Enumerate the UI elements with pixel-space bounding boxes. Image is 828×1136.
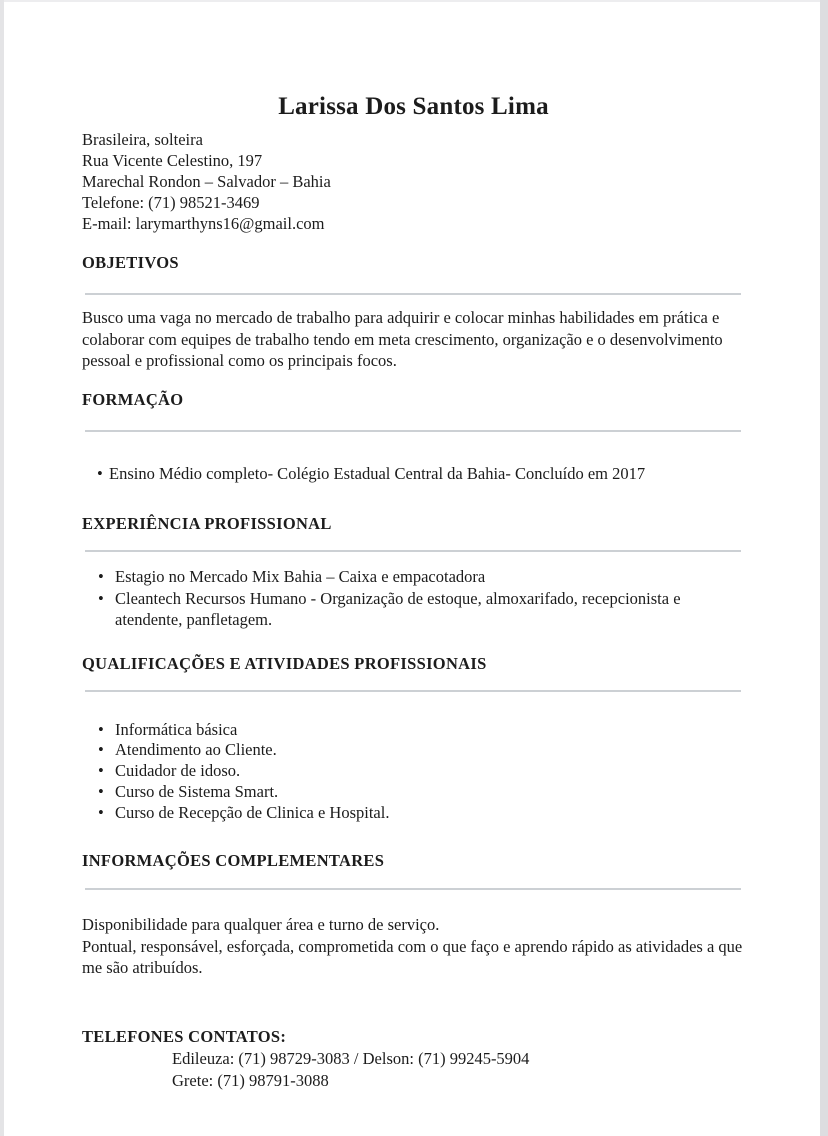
section-qualificacoes [82,653,745,824]
bullet-icon: • [98,781,104,801]
section-telefones [82,1026,745,1092]
bullet-icon: • [98,740,104,760]
contact-line-city: Marechal Rondon – Salvador – Bahia [82,172,331,191]
list-item [98,720,745,741]
section-experiencia [82,513,745,631]
bullet-icon: • [98,802,104,822]
list-item [98,803,745,824]
phone-contacts [82,1048,745,1092]
section-heading-formacao: FORMAÇÃO [82,389,184,409]
list-item [98,740,745,761]
informacoes-line-traits: Pontual, responsável, esforçada, comprometida com o que faço e aprendo rápido as atividades a que me são atribuídos. [82,936,743,978]
list-item-text: Curso de Sistema Smart. [115,781,279,801]
contact-line-nationality: Brasileira, solteira [82,130,203,149]
list-item [98,782,745,803]
section-divider [85,293,741,295]
informacoes-paragraph [82,914,745,979]
list-item-text: Cuidador de idoso. [115,761,241,781]
list-item [98,761,745,782]
section-heading-objetivos: OBJETIVOS [82,253,179,272]
section-divider [85,430,741,432]
qualificacoes-list [82,720,745,824]
section-heading-experiencia: EXPERIÊNCIA PROFISSIONAL [82,514,332,533]
section-divider [85,888,741,890]
list-item-text: Informática básica [115,719,238,739]
bullet-icon: • [98,588,104,608]
section-informacoes [82,850,745,979]
resume-title: Larissa Dos Santos Lima [278,93,549,120]
objetivos-paragraph: Busco uma vaga no mercado de trabalho para adquirir e colocar minhas habilidades em prática e colaborar com equipes de trabalho tendo em meta crescimento, organização e o desenvolvimento pessoal e profissional como os principais focos. [82,308,723,370]
list-item [98,588,745,631]
section-heading-informacoes: INFORMAÇÕES COMPLEMENTARES [82,851,385,871]
bullet-icon: • [97,463,103,483]
contact-line-street: Rua Vicente Celestino, 197 [82,151,263,170]
list-item-text: Curso de Recepção de Clinica e Hospital. [115,802,390,822]
section-objetivos [82,252,745,372]
list-item-text: Ensino Médio completo- Colégio Estadual Central da Bahia- Concluído em 2017 [109,463,646,483]
experiencia-list [82,566,745,631]
bullet-icon: • [98,761,104,781]
list-item-text: Cleantech Recursos Humano - Organização de estoque, almoxarifado, recepcionista e atendente, panfletagem. [115,588,681,629]
bullet-icon: • [98,567,104,586]
list-item [98,566,745,588]
contact-info [82,129,745,234]
phone-line-edileuza-delson: Edileuza: (71) 98729-3083 / Delson: (71) 99245-5904 [172,1048,530,1068]
section-heading-telefones: TELEFONES CONTATOS: [82,1026,287,1046]
section-formacao [82,389,745,485]
phone-line-grete: Grete: (71) 98791-3088 [172,1070,329,1090]
bullet-icon: • [98,719,104,739]
informacoes-line-availability: Disponibilidade para qualquer área e turno de serviço. [82,915,440,935]
list-item-text: Estagio no Mercado Mix Bahia – Caixa e empacotadora [115,567,486,586]
section-divider [85,550,741,552]
contact-line-email: E-mail: larymarthyns16@gmail.com [82,214,325,233]
list-item-text: Atendimento ao Cliente. [115,740,277,760]
section-divider [85,690,741,692]
formacao-list [82,463,745,485]
section-heading-qualificacoes: QUALIFICAÇÕES E ATIVIDADES PROFISSIONAIS [82,653,487,673]
contact-line-phone: Telefone: (71) 98521-3469 [82,193,260,212]
list-item [97,463,745,485]
